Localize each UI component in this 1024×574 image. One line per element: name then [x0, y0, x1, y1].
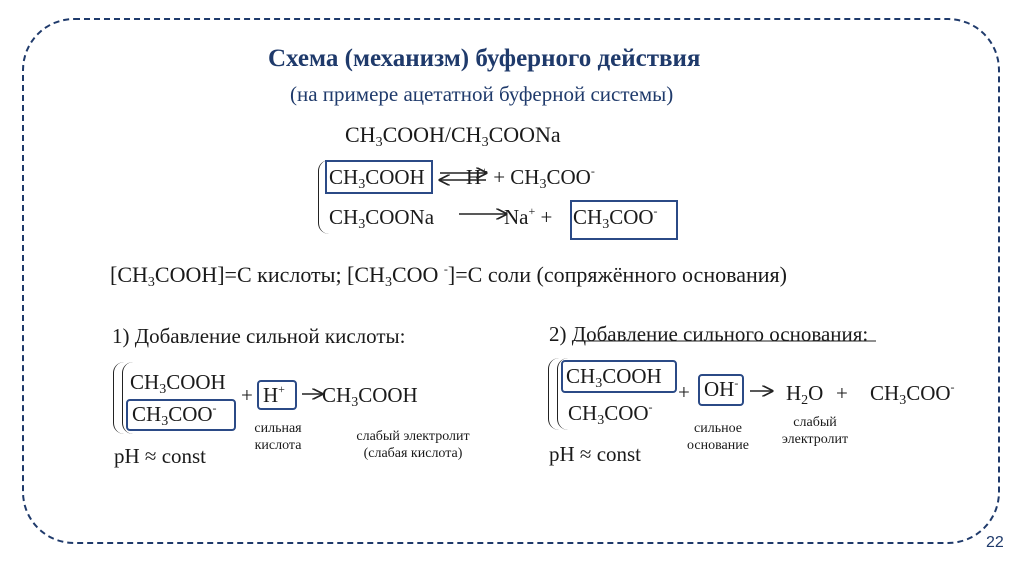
strong-base-label: сильное основание — [687, 421, 749, 453]
acid-formula: $CH_3COOH$ — [329, 165, 425, 192]
acetate-ion: $CH_3COO^-$ — [573, 204, 658, 232]
base-case-heading: 2) Добавление сильного основания: — [549, 322, 869, 346]
slide-subtitle: (на примере ацетатной буферной системы) — [290, 82, 674, 106]
acid-case-acetate: $CH_3COO^-$ — [132, 401, 217, 429]
base-case-acetate: $CH_3COO^-$ — [568, 400, 653, 428]
acid-case-product: $CH_3COOH$ — [322, 383, 418, 410]
acid-case-plus: + — [241, 383, 253, 407]
acid-case-heading: 1) Добавление сильной кислоты: — [112, 324, 406, 348]
weak-acid-label: слабый электролит (слабая кислота) — [356, 429, 470, 461]
acid-case-acetic-acid: $CH_3COOH$ — [130, 370, 226, 397]
slide-title: Схема (механизм) буферного действия — [268, 45, 701, 72]
acid-ions: $H^+ + CH_3COO^-$ — [466, 164, 595, 192]
water: $H_2O$ — [786, 381, 824, 408]
salt-ions: Na+ + — [504, 204, 553, 229]
acid-case-ph: pH ≈ const — [114, 444, 207, 468]
strong-acid-label: сильная кислота — [254, 421, 302, 453]
base-case-plus-2: + — [836, 381, 848, 405]
hydroxide: OH- — [704, 376, 739, 401]
base-case-plus: + — [678, 380, 690, 404]
buffer-system-formula: $CH_3COOH/CH_3COONa$ — [345, 122, 561, 150]
equilibrium-arrow — [440, 173, 486, 180]
concentration-definition: $[CH_3COOH]=С$ кислоты; [$CH_3COO$ -]=С соли (сопряжённого основания) — [110, 262, 787, 290]
proton: H+ — [263, 382, 285, 407]
page-number: 22 — [986, 534, 1004, 551]
base-case-acetic-acid: $CH_3COOH$ — [566, 364, 662, 391]
base-case-ph: pH ≈ const — [549, 442, 642, 466]
salt-formula: $CH_3COONa$ — [329, 205, 435, 232]
base-case-acetate-product: $CH_3COO^-$ — [870, 380, 955, 408]
weak-electrolyte-label: слабый электролит — [781, 415, 849, 447]
